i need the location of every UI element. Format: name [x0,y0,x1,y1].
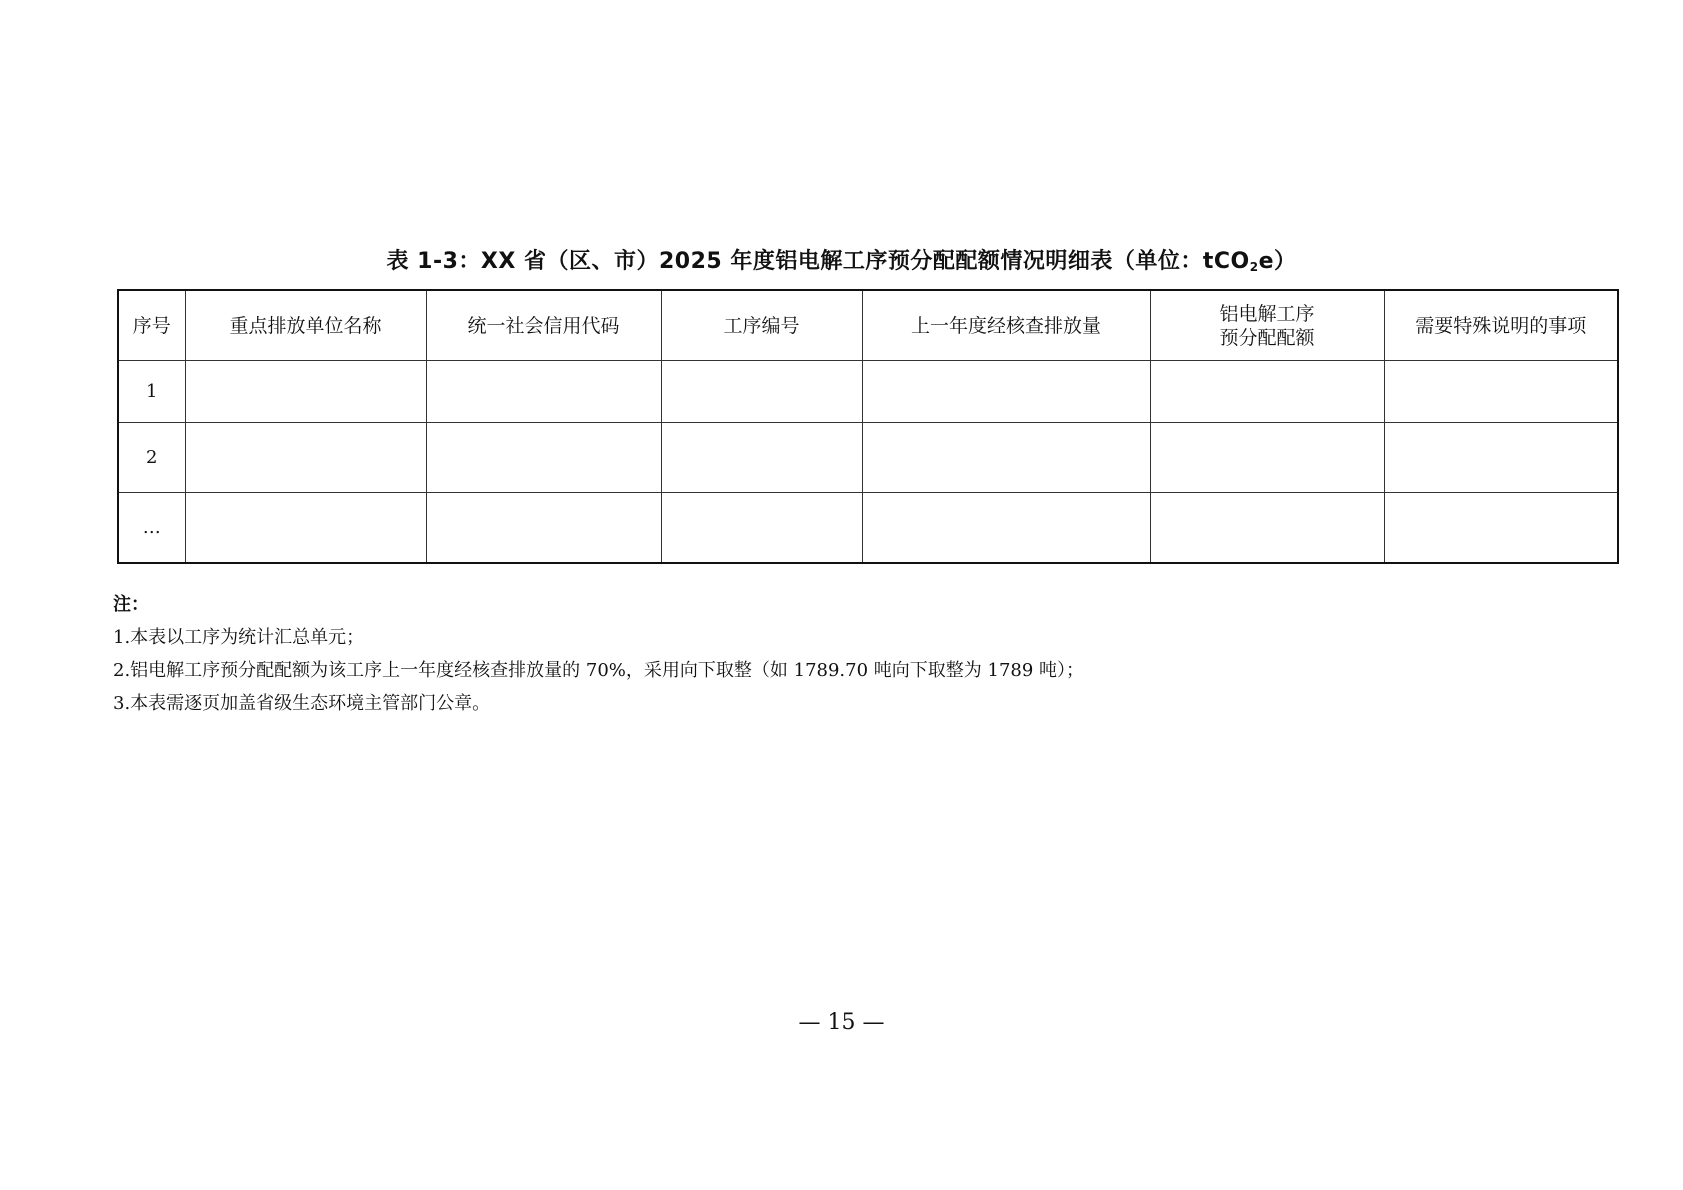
header-pre-allocated-quota: 铝电解工序 预分配配额 [1150,290,1384,361]
pre-allocated-quota-cell [1150,493,1384,564]
allocation-detail-table [117,289,1619,564]
header-verified-emissions: 上一年度经核查排放量 [862,290,1150,361]
verified-emissions-cell [862,493,1150,564]
pre-allocated-quota-cell [1150,361,1384,423]
special-notes-cell [1384,361,1618,423]
table-row [118,361,1618,423]
note-item: 3.本表需逐页加盖省级生态环境主管部门公章。 [113,693,491,714]
table-title-suffix: e） [1258,249,1297,274]
table-row [118,423,1618,493]
process-code-cell [661,361,862,423]
entity-name-cell [185,423,426,493]
special-notes-cell [1384,423,1618,493]
row-index-cell: 2 [118,423,185,493]
header-credit-code: 统一社会信用代码 [426,290,661,361]
entity-name-cell [185,493,426,564]
verified-emissions-cell [862,361,1150,423]
header-special-notes: 需要特殊说明的事项 [1384,290,1618,361]
header-entity-name: 重点排放单位名称 [185,290,426,361]
special-notes-cell [1384,493,1618,564]
table-header-row [118,290,1618,361]
credit-code-cell [426,361,661,423]
table-row [118,493,1618,564]
credit-code-cell [426,423,661,493]
note-item: 1.本表以工序为统计汇总单元； [113,627,365,648]
verified-emissions-cell [862,423,1150,493]
process-code-cell [661,493,862,564]
table-title-main: 表 1-3：XX 省（区、市）2025 年度铝电解工序预分配配额情况明细表（单位：tCO [386,249,1250,274]
process-code-cell [661,423,862,493]
row-index-cell: 1 [118,361,185,423]
notes-heading: 注： [113,594,149,615]
entity-name-cell [185,361,426,423]
table-title-subscript: 2 [1249,260,1259,274]
table-title [0,244,1683,275]
credit-code-cell [426,493,661,564]
page-number: — 15 — [798,1010,885,1035]
row-index-cell: … [118,493,185,564]
notes-section [113,588,1563,720]
pre-allocated-quota-cell [1150,423,1384,493]
header-serial-number: 序号 [118,290,185,361]
note-item: 2.铝电解工序预分配配额为该工序上一年度经核查排放量的 70%，采用向下取整（如 1789.70 吨向下取整为 1789 吨）； [113,660,1085,681]
header-process-code: 工序编号 [661,290,862,361]
